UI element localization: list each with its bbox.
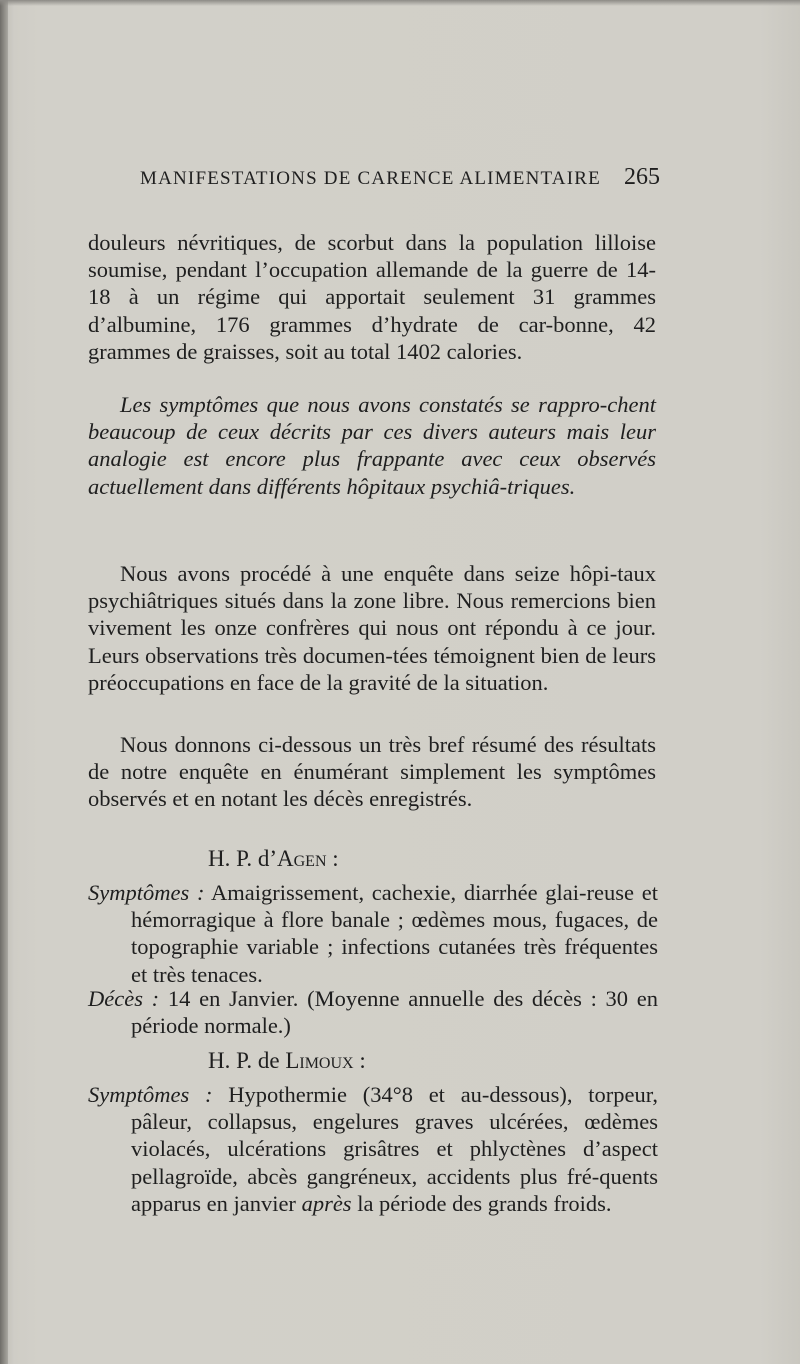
paragraph-3-text: Nous avons procédé à une enquête dans seize hôpi-taux psychiâtriques situés dans la zone libre. Nous remercions bien vivement les onze confrères qui nous ont répondu à ce jour. Leurs observations très documen-tées témoignent bien de leurs préoccupations en face de la gravité de la situation. — [88, 561, 656, 695]
agen-deaths — [88, 985, 658, 1039]
paragraph-2-text: Les symptômes que nous avons constatés se rappro-chent beaucoup de ceux décrits par ces divers auteurs mais leur analogie est encore plus frappante avec ceux observés actuellement dans différents hôpitaux psychiâ-triques. — [88, 392, 656, 499]
limoux-symptoms — [88, 1081, 658, 1217]
paragraph-4-text: Nous donnons ci-dessous un très bref résumé des résultats de notre enquête en énumérant simplement les symptômes observés et en notant les décès enregistrés. — [88, 732, 656, 812]
paragraph-3 — [88, 560, 656, 696]
agen-symptoms-text — [88, 879, 658, 988]
hospital-heading-limoux — [208, 1048, 366, 1074]
limoux-symptoms-text — [88, 1081, 658, 1217]
agen-symptoms — [88, 879, 658, 988]
hospital-heading-agen — [208, 846, 339, 872]
deaths-label: Décès : — [88, 986, 160, 1011]
paragraph-4 — [88, 731, 656, 813]
paragraph-2 — [88, 391, 656, 500]
paragraph-1-text: douleurs névritiques, de scorbut dans la population lilloise soumise, pendant l’occupation allemande de la guerre de 14-18 à un régime qui apportait seulement 31 grammes d’albumine, 176 grammes d’hydrate de car-bonne, 42 grammes de graisses, soit au total 1402 calories. — [88, 230, 656, 364]
page-number: 265 — [624, 164, 660, 190]
page-top-edge — [0, 0, 800, 6]
symptoms-text: Hypothermie (34°8 et au-dessous), torpeur, pâleur, collapsus, engelures graves ulcérées, œdèmes violacés, ulcérations grisâtres et phlyctènes d’aspect pellagroïde, abcès gangréneux, accidents plus fré-quents apparus en janvier — [131, 1082, 658, 1216]
paragraph-1 — [88, 229, 656, 365]
symptoms-label: Symptômes : — [88, 880, 205, 905]
symptoms-text: Amaigrissement, cachexie, diarrhée glai-reuse et hémorragique à flore banale ; œdèmes mous, fugaces, de topographie variable ; infections cutanées très fréquentes et très tenaces. — [131, 880, 658, 987]
heading-suffix: : — [353, 1048, 366, 1073]
book-spine-shadow — [0, 0, 8, 1364]
deaths-text: 14 en Janvier. (Moyenne annuelle des décès : 30 en période normale.) — [131, 986, 658, 1039]
heading-prefix: H. P. d’ — [208, 846, 278, 871]
symptoms-emphasis: après — [301, 1190, 352, 1216]
heading-prefix: H. P. de — [208, 1048, 286, 1073]
agen-deaths-text — [88, 985, 658, 1039]
heading-suffix: : — [326, 846, 339, 871]
heading-name: Limoux — [285, 1048, 354, 1073]
running-title: MANIFESTATIONS DE CARENCE ALIMENTAIRE — [140, 168, 601, 189]
symptoms-label: Symptômes : — [88, 1082, 213, 1107]
symptoms-tail: la période des grands froids. — [351, 1190, 612, 1216]
heading-name: Agen — [277, 846, 327, 871]
